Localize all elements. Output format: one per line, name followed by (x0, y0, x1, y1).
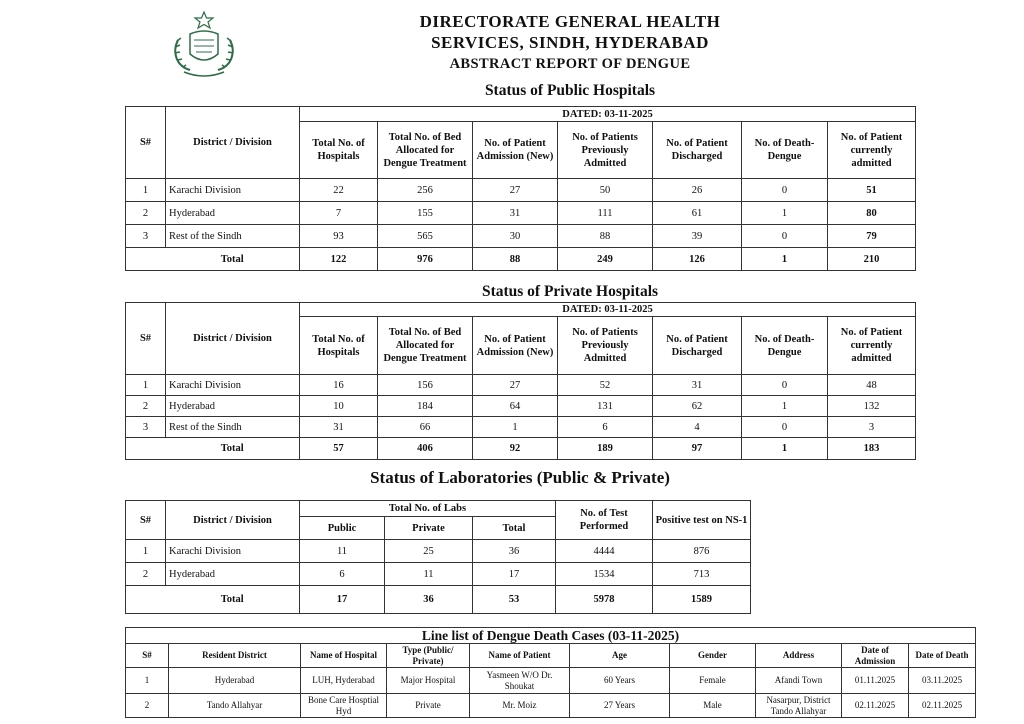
cell: Tando Allahyar (169, 694, 301, 718)
cell: 02.11.2025 (909, 694, 976, 718)
cell: 2 (126, 396, 166, 417)
cell: 0 (742, 179, 828, 202)
column-header: Age (570, 644, 670, 668)
cell: 4 (653, 417, 742, 438)
cell: 01.11.2025 (842, 668, 909, 694)
column-header: No. of Patient Discharged (653, 122, 742, 179)
cell: Female (670, 668, 756, 694)
death-cases-table (125, 627, 976, 718)
total-label: Total (166, 586, 300, 614)
cell: Hyderabad (166, 396, 300, 417)
cell: 5978 (556, 586, 653, 614)
cell: 88 (558, 225, 653, 248)
column-header: No. of Patients Previously Admitted (558, 317, 653, 375)
column-header: Public (300, 517, 385, 540)
cell: 1589 (653, 586, 751, 614)
column-header: Private (385, 517, 473, 540)
dated-label: DATED: 03-11-2025 (300, 303, 916, 317)
laboratories-title: Status of Laboratories (Public & Private) (370, 468, 670, 487)
cell: Rest of the Sindh (166, 225, 300, 248)
cell: Yasmeen W/O Dr. Shoukat (470, 668, 570, 694)
column-header: No. of Patient currently admitted (828, 317, 916, 375)
column-header: Date of Death (909, 644, 976, 668)
cell: 256 (378, 179, 473, 202)
cell: 131 (558, 396, 653, 417)
cell: 36 (385, 586, 473, 614)
cell: 1 (742, 396, 828, 417)
column-header: Total No. of Hospitals (300, 317, 378, 375)
table-row (126, 202, 916, 225)
cell: 1 (126, 179, 166, 202)
cell: Male (670, 694, 756, 718)
cell: 93 (300, 225, 378, 248)
cell: 1 (742, 438, 828, 460)
cell: 22 (300, 179, 378, 202)
cell: 16 (300, 375, 378, 396)
cell: 27 (473, 375, 558, 396)
cell: Hyderabad (166, 202, 300, 225)
cell: 3 (126, 225, 166, 248)
cell: 126 (653, 248, 742, 271)
public-hospitals-title: Status of Public Hospitals (484, 82, 656, 99)
column-header: Name of Patient (470, 644, 570, 668)
cell: 11 (300, 540, 385, 563)
cell: 51 (828, 179, 916, 202)
cell: 1 (742, 202, 828, 225)
cell: 61 (653, 202, 742, 225)
column-header: No. of Test Performed (556, 501, 653, 540)
table-row (126, 375, 916, 396)
column-header: Date of Admission (842, 644, 909, 668)
cell: 80 (828, 202, 916, 225)
cell: 17 (473, 563, 556, 586)
cell: 132 (828, 396, 916, 417)
column-header: S# (126, 501, 166, 540)
cell: 1534 (556, 563, 653, 586)
cell: 27 Years (570, 694, 670, 718)
table-row (126, 540, 751, 563)
cell: Karachi Division (166, 179, 300, 202)
column-header: Total No. of Bed Allocated for Dengue Treatment (378, 122, 473, 179)
total-label: Total (166, 438, 300, 460)
column-header: S# (126, 107, 166, 179)
cell: 3 (126, 417, 166, 438)
column-header: No. of Patient Discharged (653, 317, 742, 375)
cell: 25 (385, 540, 473, 563)
column-header: Total No. of Labs (300, 501, 556, 517)
cell: LUH, Hyderabad (301, 668, 387, 694)
column-header: Gender (670, 644, 756, 668)
table-row (126, 668, 976, 694)
cell: 183 (828, 438, 916, 460)
column-header: No. of Death-Dengue (742, 317, 828, 375)
cell: 03.11.2025 (909, 668, 976, 694)
private-hospitals-table (125, 302, 916, 460)
cell: 7 (300, 202, 378, 225)
cell: 39 (653, 225, 742, 248)
table-row (126, 179, 916, 202)
cell: 713 (653, 563, 751, 586)
cell: 31 (300, 417, 378, 438)
cell: 10 (300, 396, 378, 417)
cell: 57 (300, 438, 378, 460)
table-row (126, 225, 916, 248)
private-hospitals-title: Status of Private Hospitals (481, 283, 659, 300)
cell: Nasarpur, District Tando Allahyar (756, 694, 842, 718)
cell: 53 (473, 586, 556, 614)
cell: Rest of the Sindh (166, 417, 300, 438)
column-header: Total (473, 517, 556, 540)
table-row (126, 396, 916, 417)
report-header-line-3: ABSTRACT REPORT OF DENGUE (449, 56, 691, 72)
cell: Bone Care Hosptial Hyd (301, 694, 387, 718)
column-header: District / Division (166, 107, 300, 179)
report-header-line-1: DIRECTORATE GENERAL HEALTH (419, 12, 721, 31)
cell: 31 (653, 375, 742, 396)
cell: 62 (653, 396, 742, 417)
cell: 27 (473, 179, 558, 202)
cell: 976 (378, 248, 473, 271)
column-header: District / Division (166, 303, 300, 375)
cell: 406 (378, 438, 473, 460)
cell: 4444 (556, 540, 653, 563)
report-header-line-2: SERVICES, SINDH, HYDERABAD (431, 33, 709, 52)
cell: 6 (300, 563, 385, 586)
cell: 156 (378, 375, 473, 396)
total-row (126, 248, 916, 271)
table-row (126, 417, 916, 438)
cell: Mr. Moiz (470, 694, 570, 718)
column-header: Type (Public/ Private) (387, 644, 470, 668)
cell: 66 (378, 417, 473, 438)
cell: 6 (558, 417, 653, 438)
cell: Hyderabad (166, 563, 300, 586)
cell: 1 (126, 375, 166, 396)
cell: 50 (558, 179, 653, 202)
column-header: No. of Patient Admission (New) (473, 122, 558, 179)
column-header: Name of Hospital (301, 644, 387, 668)
cell: 249 (558, 248, 653, 271)
cell: 52 (558, 375, 653, 396)
cell: 3 (828, 417, 916, 438)
cell: 30 (473, 225, 558, 248)
cell: Hyderabad (169, 668, 301, 694)
cell: 11 (385, 563, 473, 586)
cell: 97 (653, 438, 742, 460)
public-hospitals-table (125, 106, 916, 271)
cell: 64 (473, 396, 558, 417)
cell: 1 (473, 417, 558, 438)
cell: Afandi Town (756, 668, 842, 694)
column-header: Total No. of Bed Allocated for Dengue Treatment (378, 317, 473, 375)
cell: Karachi Division (166, 375, 300, 396)
cell: 48 (828, 375, 916, 396)
cell: 122 (300, 248, 378, 271)
column-header: No. of Patient Admission (New) (473, 317, 558, 375)
column-header: Positive test on NS-1 (653, 501, 751, 540)
laboratories-table (125, 500, 751, 614)
cell: 2 (126, 563, 166, 586)
cell: 1 (742, 248, 828, 271)
column-header: District / Division (166, 501, 300, 540)
cell: Karachi Division (166, 540, 300, 563)
table-row (126, 694, 976, 718)
cell: 92 (473, 438, 558, 460)
cell: 0 (742, 375, 828, 396)
cell: 155 (378, 202, 473, 225)
column-header: S# (126, 644, 169, 668)
cell: 876 (653, 540, 751, 563)
column-header: Address (756, 644, 842, 668)
cell: 60 Years (570, 668, 670, 694)
cell: 79 (828, 225, 916, 248)
cell: 26 (653, 179, 742, 202)
cell: 1 (126, 540, 166, 563)
cell: 0 (742, 417, 828, 438)
government-emblem-icon (164, 10, 244, 80)
cell: 111 (558, 202, 653, 225)
cell: 0 (742, 225, 828, 248)
table-row (126, 563, 751, 586)
death-cases-title: Line list of Dengue Death Cases (03-11-2025) (126, 628, 976, 644)
cell: 31 (473, 202, 558, 225)
cell: 210 (828, 248, 916, 271)
cell: 02.11.2025 (842, 694, 909, 718)
cell: 2 (126, 202, 166, 225)
cell: 184 (378, 396, 473, 417)
total-row (126, 438, 916, 460)
total-label: Total (166, 248, 300, 271)
total-row (126, 586, 751, 614)
cell: 36 (473, 540, 556, 563)
cell: 189 (558, 438, 653, 460)
cell: 1 (126, 668, 169, 694)
cell: Private (387, 694, 470, 718)
column-header: No. of Death-Dengue (742, 122, 828, 179)
column-header: Resident District (169, 644, 301, 668)
cell: 88 (473, 248, 558, 271)
dated-label: DATED: 03-11-2025 (300, 107, 916, 122)
cell: Major Hospital (387, 668, 470, 694)
cell: 17 (300, 586, 385, 614)
cell: 2 (126, 694, 169, 718)
cell: 565 (378, 225, 473, 248)
column-header: No. of Patient currently admitted (828, 122, 916, 179)
column-header: No. of Patients Previously Admitted (558, 122, 653, 179)
column-header: S# (126, 303, 166, 375)
column-header: Total No. of Hospitals (300, 122, 378, 179)
